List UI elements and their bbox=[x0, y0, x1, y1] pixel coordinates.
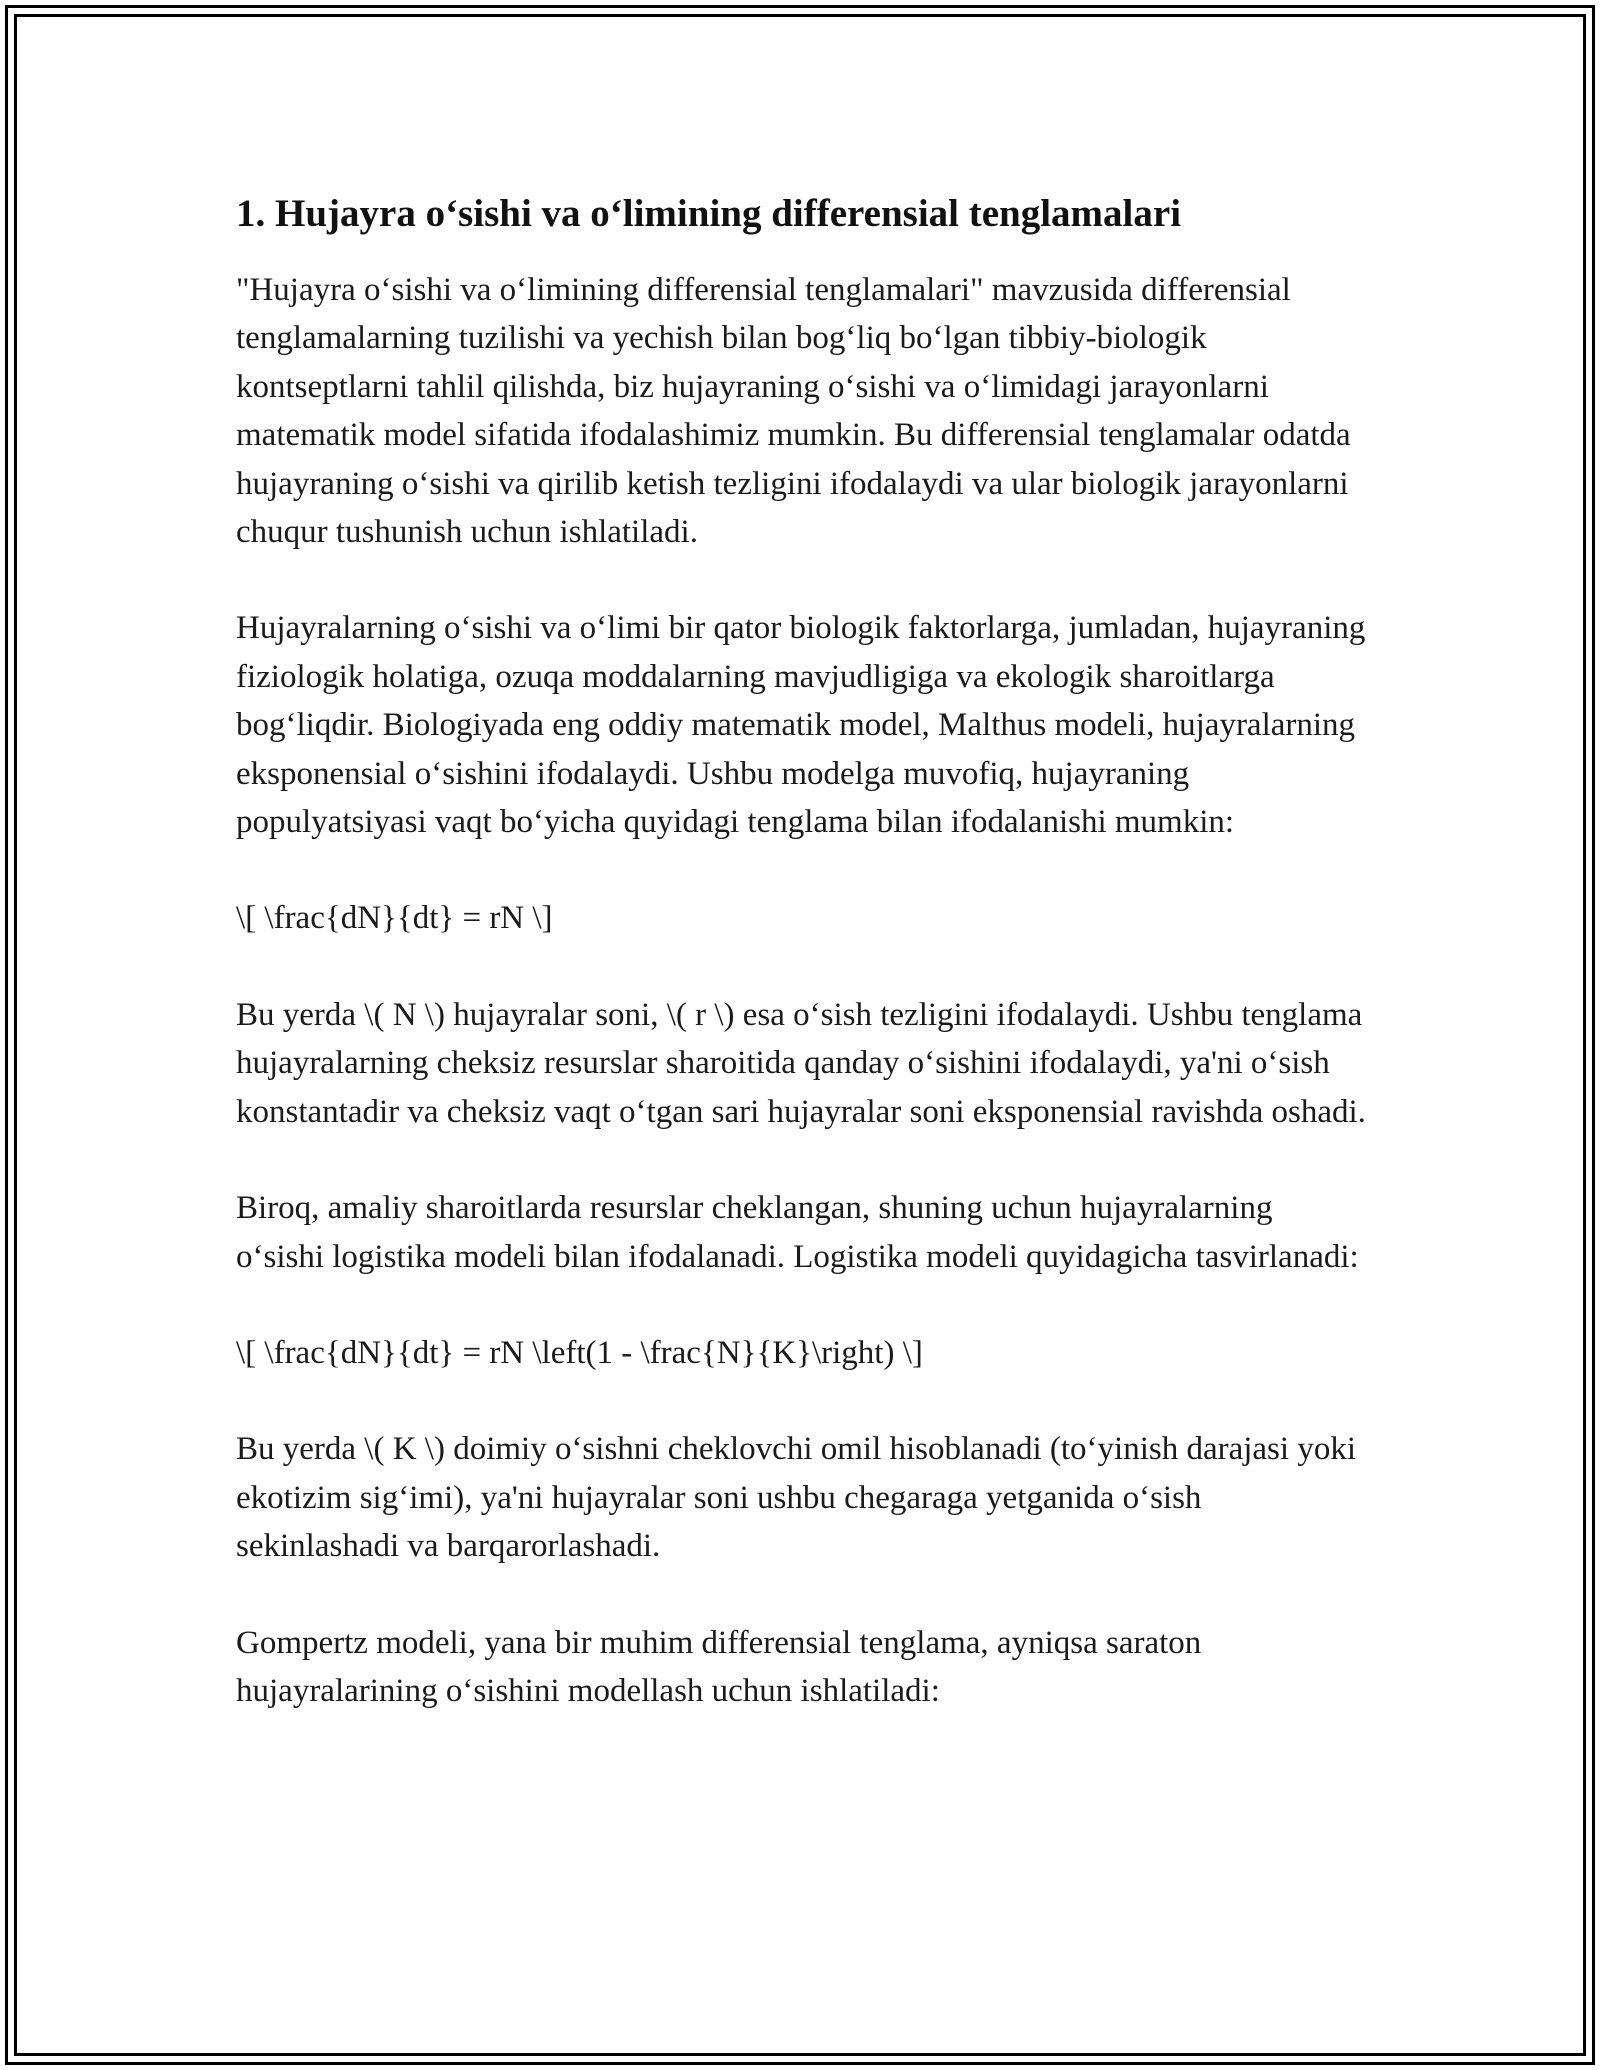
paragraph-malthus: Hujayralarning o‘sishi va o‘limi bir qator biologik faktorlarga, jumladan, hujayraning fiziologik holatiga, ozuqa moddalarning mavjudligiga va ekologik sharoitlarga bog‘liqdir. Biologiyada eng oddiy matematik model, Malthus modeli, hujayralarning eksponensial o‘sishini ifodalaydi. Ushbu modelga muvofiq, hujayraning populyatsiyasi vaqt bo‘yicha quyidagi tenglama bilan ifodalanishi mumkin: bbox=[236, 610, 1366, 841]
paragraph-malthus-explained: Bu yerda \( N \) hujayralar soni, \( r \) esa o‘sish tezligini ifodalaydi. Ushbu tenglama hujayralarning cheksiz resurslar sharoitida qanday o‘sishini ifodalaydi, ya'ni o‘sish konstantadir va cheksiz vaqt o‘tgan sari hujayralar soni eksponensial ravishda oshadi. bbox=[236, 996, 1366, 1130]
section-heading: 1. Hujayra o‘sishi va o‘limining differensial tenglamalari bbox=[236, 192, 1182, 235]
formula-logistic: \[ \frac{dN}{dt} = rN \left(1 - \frac{N}{K}\right) \] bbox=[236, 1334, 923, 1371]
document-body bbox=[236, 188, 1366, 1763]
paragraph-intro: "Hujayra o‘sishi va o‘limining differensial tenglamalari" mavzusida differensial tenglamalarning tuzilishi va yechish bilan bog‘liq bo‘lgan tibbiy-biologik kontseptlarni tahlil qilishda, biz hujayraning o‘sishi va o‘limidagi jarayonlarni matematik model sifatida ifodalashimiz mumkin. Bu differensial tenglamalar odatda hujayraning o‘sishi va qirilib ketish tezligini ifodalaydi va ular biologik jarayonlarni chuqur tushunish uchun ishlatiladi. bbox=[236, 272, 1351, 551]
formula-malthus: \[ \frac{dN}{dt} = rN \] bbox=[236, 900, 553, 937]
paragraph-logistic-explained: Bu yerda \( K \) doimiy o‘sishni cheklovchi omil hisoblanadi (to‘yinish darajasi yoki ekotizim sig‘imi), ya'ni hujayralar soni ushbu chegaraga yetganida o‘sish sekinlashadi va barqarorlashadi. bbox=[236, 1431, 1356, 1565]
paragraph-logistic: Biroq, amaliy sharoitlarda resurslar cheklangan, shuning uchun hujayralarning o‘sishi logistika modeli bilan ifodalanadi. Logistika modeli quyidagicha tasvirlanadi: bbox=[236, 1190, 1359, 1275]
paragraph-gompertz: Gompertz modeli, yana bir muhim differensial tenglama, ayniqsa saraton hujayralarining o‘sishini modellash uchun ishlatiladi: bbox=[236, 1624, 1202, 1709]
